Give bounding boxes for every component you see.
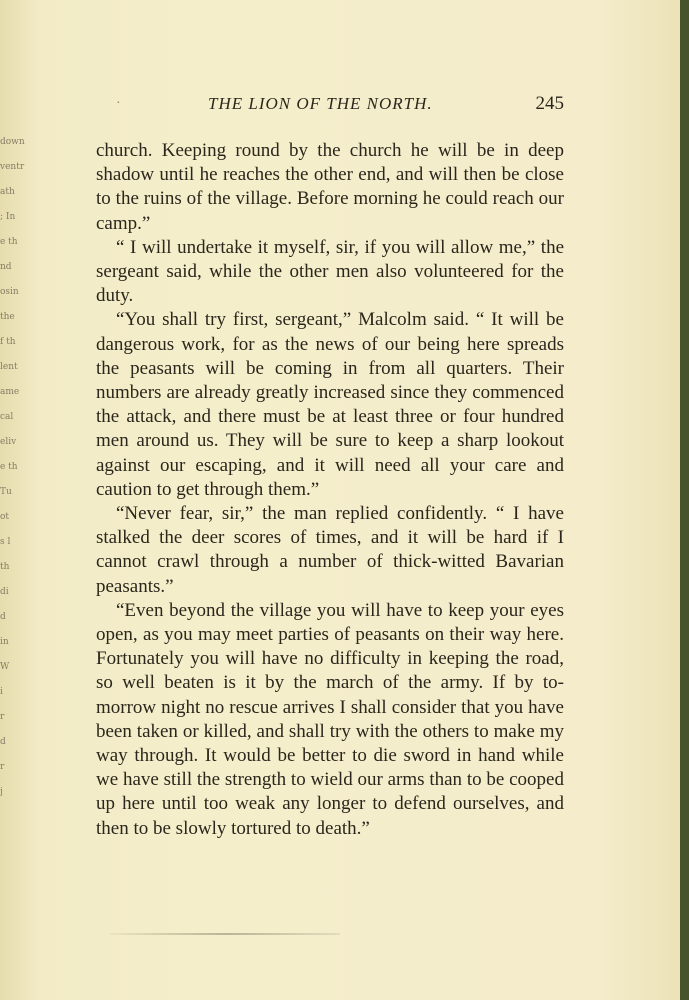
- bleed-fragment: r: [0, 712, 5, 722]
- bleed-fragment: cal: [0, 412, 14, 422]
- bleed-fragment: ot: [0, 512, 10, 522]
- bleed-fragment: e th: [0, 462, 18, 472]
- bleed-fragment: nd: [0, 262, 12, 272]
- bleed-fragment: W: [0, 662, 10, 672]
- bleed-fragment: j: [0, 787, 3, 797]
- page-number: 245: [535, 93, 564, 114]
- bleed-fragment: d: [0, 737, 6, 747]
- bleed-fragment: Tu: [0, 487, 12, 497]
- bleed-fragment: r: [0, 762, 5, 772]
- bleed-fragment: lent: [0, 362, 18, 372]
- page-header: [96, 92, 564, 118]
- bleed-fragment: ventr: [0, 162, 25, 172]
- body-text: [96, 139, 564, 841]
- bleed-fragment: the: [0, 312, 15, 322]
- bleed-fragment: osin: [0, 287, 19, 297]
- bleed-fragment: i: [0, 687, 3, 697]
- bleed-fragment: f th: [0, 337, 16, 347]
- facing-page-bleed: [0, 130, 25, 910]
- bleed-fragment: d: [0, 612, 6, 622]
- bleed-fragment: eliv: [0, 437, 17, 447]
- bleed-fragment: th: [0, 562, 10, 572]
- paragraph: “ I will undertake it myself, sir, if you will allow me,” the sergeant said, while the other men also volunteered for the duty.: [96, 236, 564, 307]
- paragraph: “You shall try first, sergeant,” Malcolm said. “ It will be dangerous work, for as the news of our being here spreads the peasants will be coming in from all quarters. Their numbers are already greatly increased since they commenced the attack, and there must be at least three or four hundred men around us. They will be sure to keep a sharp lookout against our escaping, and it will need all your care and caution to get through them.”: [96, 309, 564, 500]
- bleed-fragment: s l: [0, 537, 11, 547]
- running-title: THE LION OF THE NORTH.: [208, 94, 433, 113]
- paragraph: church. Keeping round by the church he will be in deep shadow until he reaches the other end, and will then be close to the ruins of the village. Before morning he could reach our camp.”: [96, 140, 564, 234]
- bleed-fragment: di: [0, 587, 9, 597]
- bottom-smudge-rule: [110, 933, 340, 935]
- paragraph: “Even beyond the village you will have to keep your eyes open, as you may meet parties of peasants on their way here. Fortunately you will have no difficulty in keeping the road, so well beaten is it by the march of the army. If by to-morrow night no rescue arrives I shall consider that you have been taken or killed, and shall try with the others to make my way through. It would be better to die sword in hand while we have still the strength to wield our arms than to be cooped up here until too weak any longer to defend ourselves, and then to be slowly tortured to death.”: [96, 599, 564, 839]
- scan-edge-bar: [680, 0, 689, 1000]
- bleed-fragment: ath: [0, 187, 15, 197]
- bleed-fragment: e th: [0, 237, 18, 247]
- paragraph: “Never fear, sir,” the man replied confidently. “ I have stalked the deer scores of times, and it will be hard if I cannot crawl through a number of thick-witted Bavarian peasants.”: [96, 503, 564, 597]
- print-speck: ·: [116, 96, 121, 111]
- bleed-fragment: in: [0, 637, 9, 647]
- bleed-fragment: ; In: [0, 212, 16, 222]
- bleed-fragment: down: [0, 137, 25, 147]
- bleed-fragment: ame: [0, 387, 20, 397]
